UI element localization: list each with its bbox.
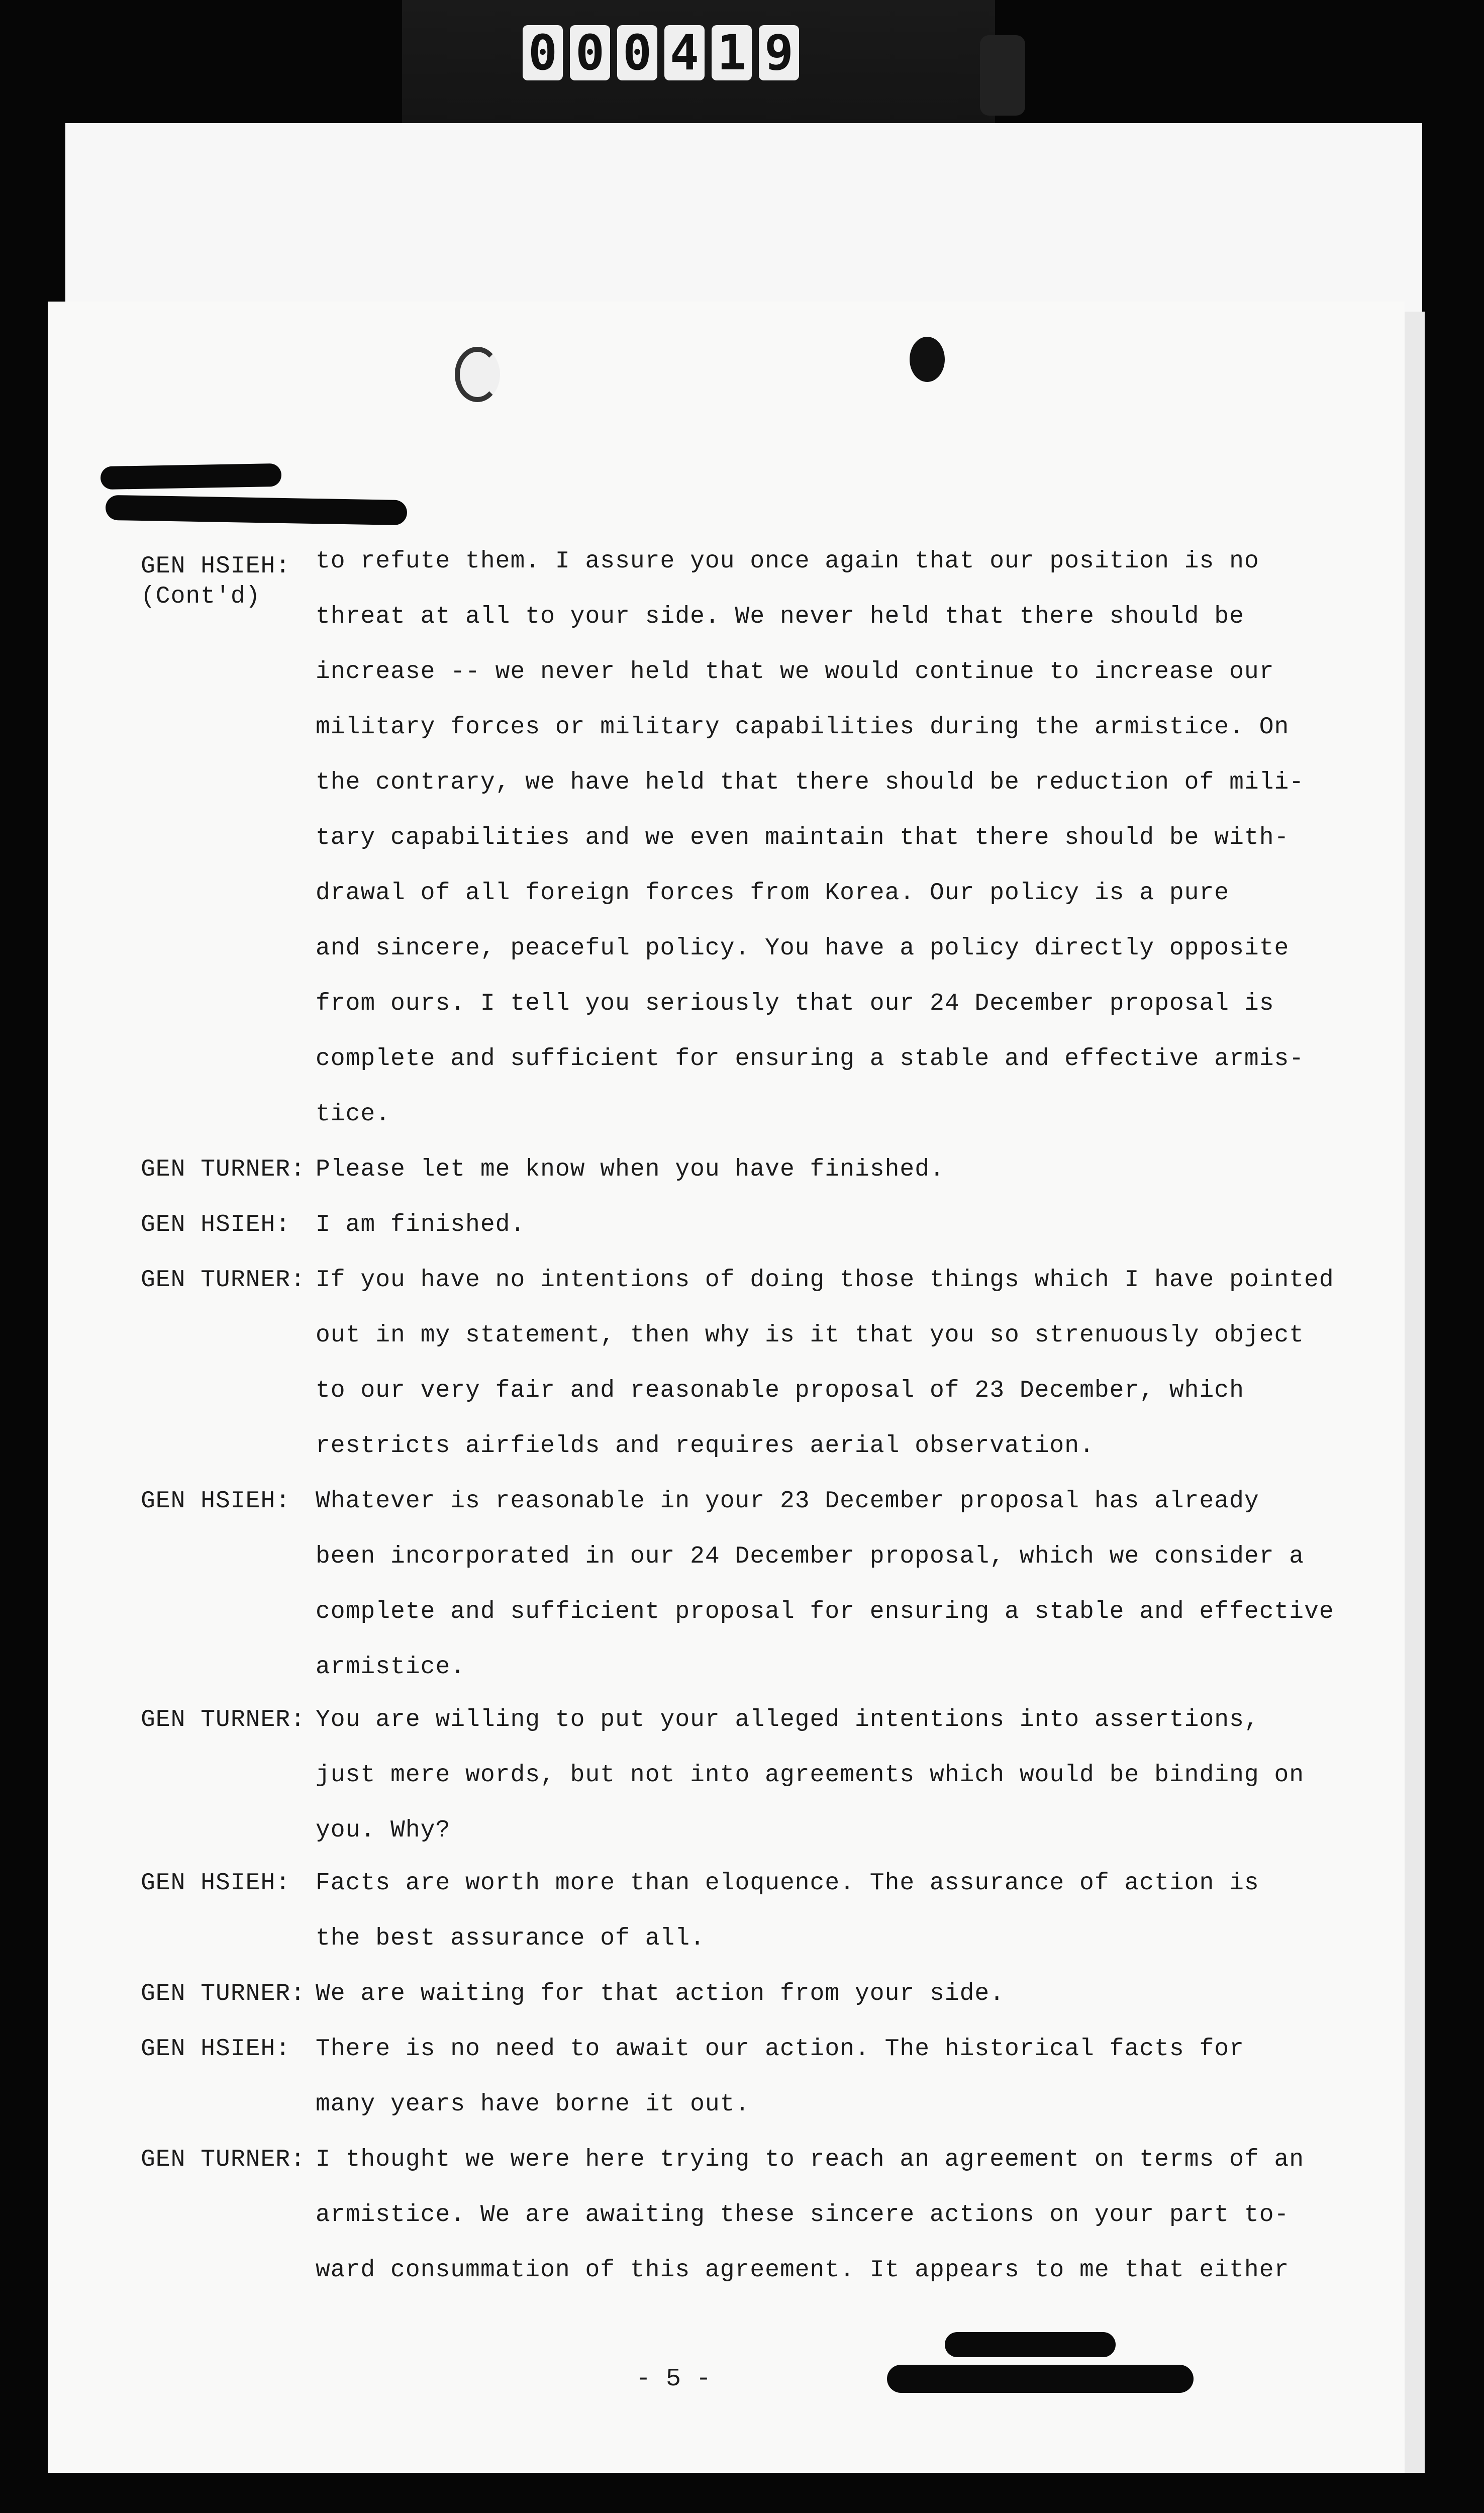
speaker-label: GEN HSIEH: [141, 2036, 291, 2063]
speaker-label: GEN HSIEH: [141, 1488, 291, 1515]
transcript-line: tice. [316, 1101, 391, 1128]
speaker-label: (Cont'd) [141, 583, 261, 610]
transcript-line: I am finished. [316, 1211, 526, 1238]
transcript-line: increase -- we never held that we would continue to increase our [316, 658, 1274, 686]
frame-counter-digit: 1 [712, 25, 752, 80]
page-number: - 5 - [636, 2365, 712, 2393]
transcript-line: armistice. We are awaiting these sincere actions on your part to- [316, 2201, 1290, 2229]
transcript-line: armistice. [316, 1654, 466, 1681]
transcript-line: out in my statement, then why is it that you so strenuously object [316, 1322, 1305, 1349]
speaker-label: GEN TURNER: [141, 1980, 306, 2007]
transcript-line: complete and sufficient proposal for ensuring a stable and effective [316, 1598, 1334, 1625]
transcript-line: to our very fair and reasonable proposal of 23 December, which [316, 1377, 1244, 1404]
transcript-line: You are willing to put your alleged intentions into assertions, [316, 1706, 1259, 1733]
frame-counter-digit: 0 [523, 25, 563, 80]
frame-counter-digit: 9 [759, 25, 799, 80]
transcript-line: ward consummation of this agreement. It appears to me that either [316, 2257, 1290, 2284]
speaker-label: GEN TURNER: [141, 1706, 306, 1733]
transcript-line: Facts are worth more than eloquence. The assurance of action is [316, 1870, 1259, 1897]
transcript-line: you. Why? [316, 1817, 451, 1844]
speaker-label: GEN TURNER: [141, 1156, 306, 1183]
transcript-line: drawal of all foreign forces from Korea. Our policy is a pure [316, 880, 1230, 907]
transcript-line: I thought we were here trying to reach an agreement on terms of an [316, 2146, 1305, 2173]
speaker-label: GEN TURNER: [141, 1267, 306, 1294]
transcript-line: restricts airfields and requires aerial observation. [316, 1432, 1095, 1460]
transcript-line: threat at all to your side. We never held that there should be [316, 603, 1244, 630]
transcript-line: Whatever is reasonable in your 23 December proposal has already [316, 1488, 1259, 1515]
transcript-line: from ours. I tell you seriously that our 24 December proposal is [316, 990, 1274, 1017]
transcript-line: to refute them. I assure you once again that our position is no [316, 548, 1259, 575]
frame-counter-digit: 0 [570, 25, 610, 80]
transcript-line: There is no need to await our action. The historical facts for [316, 2036, 1244, 2063]
transcript-line: If you have no intentions of doing those things which I have pointed [316, 1267, 1334, 1294]
transcript-line: We are waiting for that action from your side. [316, 1980, 1005, 2007]
transcript-line: tary capabilities and we even maintain that there should be with- [316, 824, 1290, 851]
speaker-label: GEN HSIEH: [141, 1211, 291, 1238]
speaker-label: GEN TURNER: [141, 2146, 306, 2173]
transcript-line: military forces or military capabilities during the armistice. On [316, 714, 1290, 741]
transcript-line: and sincere, peaceful policy. You have a policy directly opposite [316, 935, 1290, 962]
speaker-label: GEN HSIEH: [141, 553, 291, 580]
transcript-line: complete and sufficient for ensuring a stable and effective armis- [316, 1045, 1305, 1073]
frame-counter-digit: 0 [617, 25, 657, 80]
speaker-label: GEN HSIEH: [141, 1870, 291, 1897]
transcript-line: Please let me know when you have finished. [316, 1156, 945, 1183]
transcript-line: the contrary, we have held that there should be reduction of mili- [316, 769, 1305, 796]
transcript-line: just mere words, but not into agreements which would be binding on [316, 1762, 1305, 1789]
transcript-line: the best assurance of all. [316, 1925, 705, 1952]
transcript-line: many years have borne it out. [316, 2091, 750, 2118]
frame-counter-digit: 4 [664, 25, 705, 80]
transcript-line: been incorporated in our 24 December proposal, which we consider a [316, 1543, 1305, 1570]
